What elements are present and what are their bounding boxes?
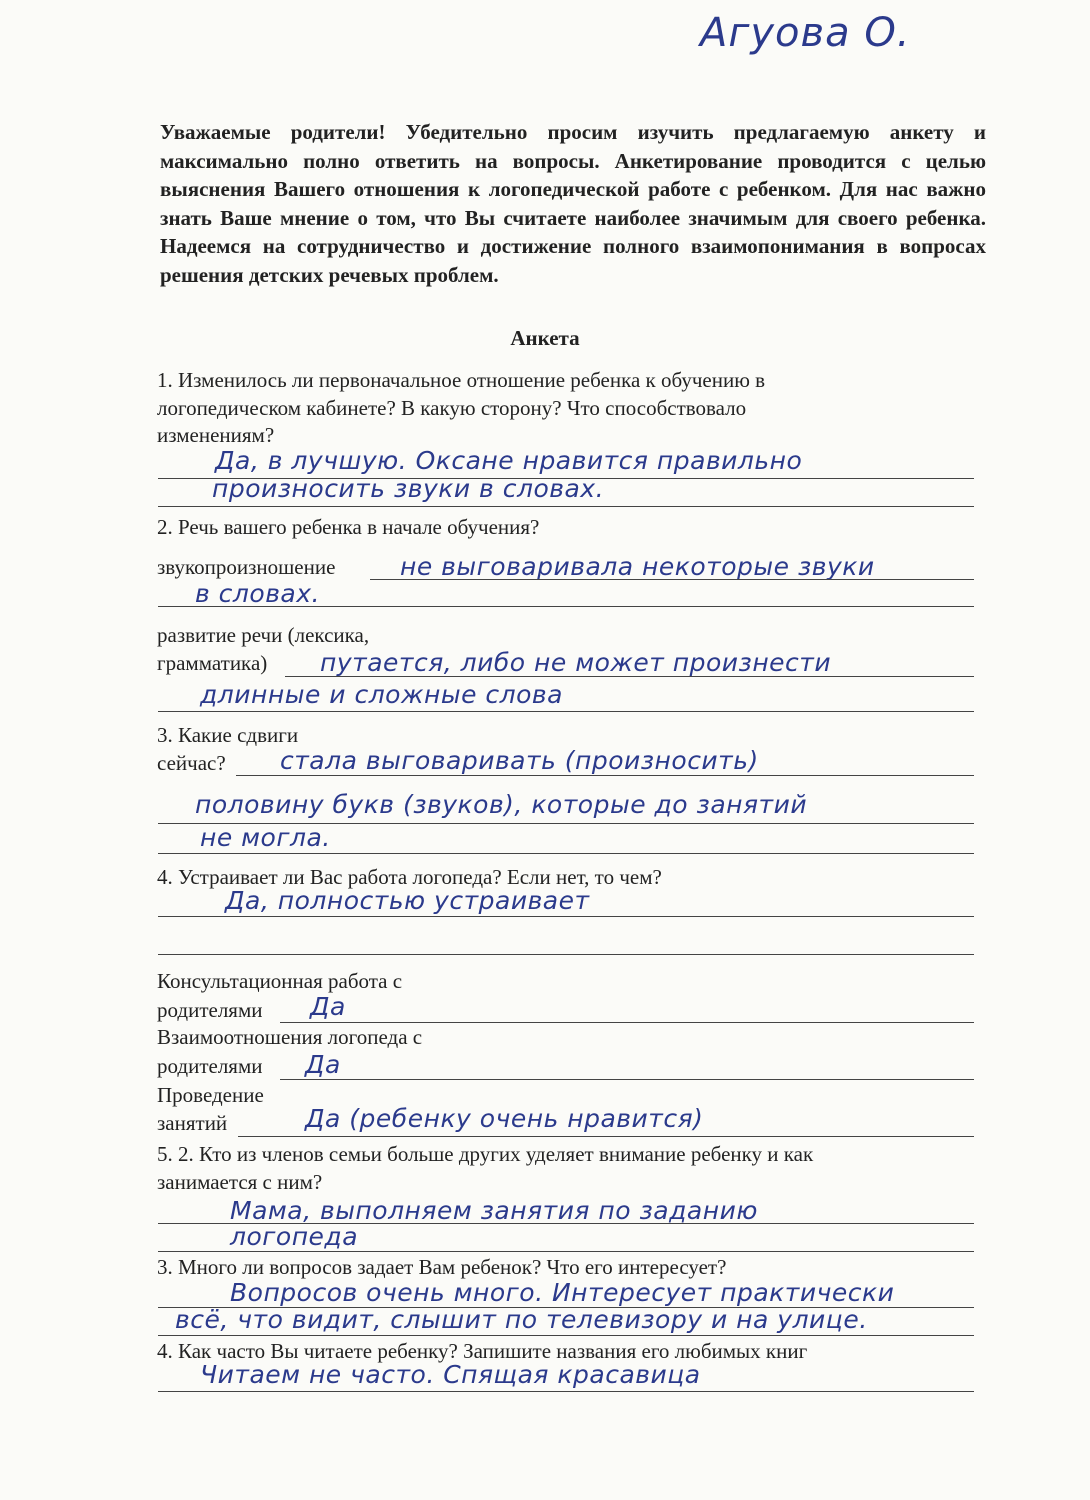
answer-line <box>158 853 974 854</box>
answer-1-line-1: Да, в лучшую. Оксане нравится правильно <box>215 446 803 475</box>
answer-5-line-2: логопеда <box>230 1222 359 1251</box>
answer-line <box>158 506 974 507</box>
question-1-line-2: логопедическом кабинете? В какую сторону? Что способствовало <box>157 396 747 420</box>
answer-3-line-1: стала выговаривать (произносить) <box>280 746 759 775</box>
answer-line <box>158 606 974 607</box>
question-3-label-2: сейчас? <box>157 751 226 775</box>
question-6-title: 3. Много ли вопросов задает Вам ребенок? Что его интересует? <box>157 1255 727 1279</box>
relations-label-1: Взаимоотношения логопеда с <box>157 1025 423 1049</box>
consultation-label-1: Консультационная работа с <box>157 969 403 993</box>
sound-answer-line-1: не выговаривала некоторые звуки <box>400 552 875 581</box>
answer-line <box>236 775 974 776</box>
answer-line <box>370 579 974 580</box>
intro-paragraph: Уважаемые родители! Убедительно просим изучить предлагаемую анкету и максимально полно ответить на вопросы. Анкетирование проводится с целью выяснения Вашего отношения к логопедической работе с ребенком. Для нас важно знать Ваше мнение о том, что Вы считаете наиболее значимым для своего ребенка. Надеемся на сотрудничество и достижение полного взаимопонимания в вопросах решения детских речевых проблем. <box>160 120 986 287</box>
answer-line <box>158 954 974 955</box>
form-title: Анкета <box>510 326 580 350</box>
speech-development-label-2: грамматика) <box>157 651 268 675</box>
question-1-line-1: 1. Изменилось ли первоначальное отношение ребенка к обучению в <box>157 368 766 392</box>
answer-7: Читаем не часто. Спящая красавица <box>200 1360 701 1389</box>
answer-line <box>158 916 974 917</box>
question-3-label-1: 3. Какие сдвиги <box>157 723 299 747</box>
answer-line <box>158 711 974 712</box>
answer-3-line-2: половину букв (звуков), которые до занятий <box>195 790 808 819</box>
lessons-answer: Да (ребенку очень нравится) <box>305 1104 704 1133</box>
parent-signature: Агуова О. <box>700 10 911 56</box>
sound-pronunciation-label: звукопроизношение <box>157 555 336 579</box>
answer-line <box>158 1251 974 1252</box>
question-1-line-3: изменениям? <box>157 423 275 447</box>
speech-answer-line-1: путается, либо не может произнести <box>320 648 832 677</box>
answer-1-line-2: произносить звуки в словах. <box>212 474 605 503</box>
sound-answer-line-2: в словах. <box>195 579 320 608</box>
answer-line <box>238 1136 974 1137</box>
speech-answer-line-2: длинные и сложные слова <box>200 680 563 709</box>
answer-6-line-2: всё, что видит, слышит по телевизору и на улице. <box>175 1305 868 1334</box>
question-7-title: 4. Как часто Вы читаете ребенку? Запишите названия его любимых книг <box>157 1339 808 1363</box>
question-4-title: 4. Устраивает ли Вас работа логопеда? Если нет, то чем? <box>157 865 662 889</box>
answer-5-line-1: Мама, выполняем занятия по заданию <box>230 1196 758 1225</box>
consultation-label-2: родителями <box>157 998 263 1022</box>
answer-line <box>280 1079 974 1080</box>
relations-label-2: родителями <box>157 1054 263 1078</box>
answer-4: Да, полностью устраивает <box>225 886 590 915</box>
question-2-title: 2. Речь вашего ребенка в начале обучения? <box>157 515 540 539</box>
answer-line <box>158 1335 974 1336</box>
question-5-line-2: занимается с ним? <box>157 1170 323 1194</box>
question-5-line-1: 5. 2. Кто из членов семьи больше других уделяет внимание ребенку и как <box>157 1142 814 1166</box>
speech-development-label-1: развитие речи (лексика, <box>157 623 370 647</box>
answer-3-line-3: не могла. <box>200 823 331 852</box>
answer-6-line-1: Вопросов очень много. Интересует практически <box>230 1278 895 1307</box>
lessons-label-1: Проведение <box>157 1083 264 1107</box>
relations-answer: Да <box>305 1050 341 1079</box>
answer-line <box>285 676 974 677</box>
lessons-label-2: занятий <box>157 1111 228 1135</box>
answer-line <box>158 1391 974 1392</box>
consultation-answer: Да <box>310 992 346 1021</box>
